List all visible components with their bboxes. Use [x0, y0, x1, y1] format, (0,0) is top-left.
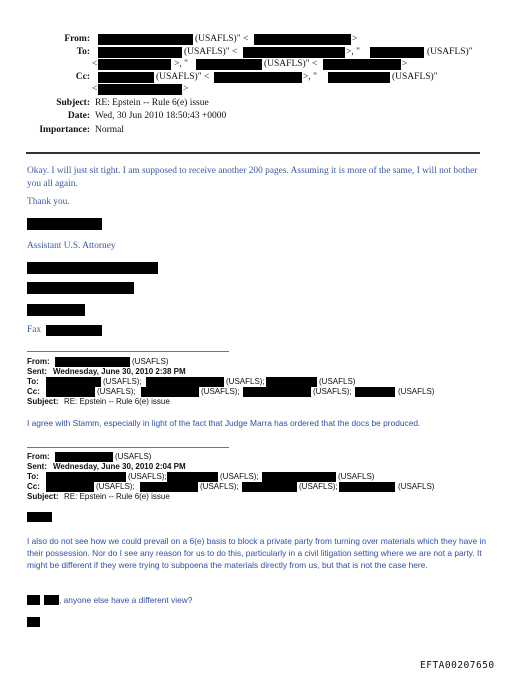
- fwd1-cc-label: Cc:: [27, 387, 40, 396]
- date-label: Date:: [67, 111, 90, 121]
- redaction: [243, 387, 311, 397]
- fwd1-sent-value: Wednesday, June 30, 2010 2:38 PM: [53, 367, 186, 376]
- redaction: [27, 262, 158, 274]
- fwd1-to-label: To:: [27, 377, 39, 386]
- redaction: [146, 377, 224, 387]
- redaction: [266, 377, 317, 387]
- redaction: [46, 387, 95, 397]
- redaction: [196, 59, 262, 70]
- fwd2-cc-t1: (USAFLS);: [96, 482, 135, 491]
- fwd1-divider: [27, 351, 229, 352]
- fwd1-subject-value: RE: Epstein -- Rule 6(e) issue: [64, 397, 170, 406]
- redaction: [323, 59, 401, 70]
- body-paragraph: Okay. I will just sit tight. I am supposed to receive another 200 pages. Assuming it is more of the same, I will not bother you all again.: [27, 166, 478, 189]
- cc-lt: <: [92, 84, 98, 94]
- fwd1-to-t1: (USAFLS);: [103, 377, 142, 386]
- redaction: [262, 472, 336, 482]
- redaction: [98, 72, 154, 83]
- from-tag: (USAFLS)" <: [195, 34, 249, 44]
- cc-tag-1: (USAFLS)" <: [156, 72, 210, 82]
- redaction: [27, 617, 40, 627]
- fwd1-to-t2: (USAFLS);: [226, 377, 265, 386]
- redaction: [254, 34, 351, 45]
- redaction: [98, 59, 171, 70]
- redaction: [27, 512, 52, 522]
- from-gt: >: [352, 34, 358, 44]
- redaction: [167, 472, 218, 482]
- fwd1-sent-label: Sent:: [27, 367, 47, 376]
- fwd1-cc-t1: (USAFLS);: [97, 387, 136, 396]
- redaction: [44, 595, 59, 605]
- fwd2-divider: [27, 447, 229, 448]
- to-label: To:: [76, 47, 90, 57]
- redaction: [140, 482, 198, 492]
- redaction: [355, 387, 395, 397]
- cc-gt: >: [183, 84, 189, 94]
- fwd2-to-t2: (USAFLS);: [220, 472, 259, 481]
- to-comma-quote: >, ": [346, 47, 360, 57]
- cc-label: Cc:: [75, 72, 90, 82]
- redaction: [27, 304, 85, 316]
- to-gt: >: [402, 59, 408, 69]
- fwd2-sent-label: Sent:: [27, 462, 47, 471]
- fwd2-subject-label: Subject:: [27, 492, 59, 501]
- fwd1-from-label: From:: [27, 357, 50, 366]
- redaction: [27, 218, 102, 230]
- redaction: [46, 325, 102, 336]
- fwd2-question: , anyone else have a different view?: [59, 595, 193, 605]
- to-tag-1: (USAFLS)" <: [184, 47, 238, 57]
- signature-title: Assistant U.S. Attorney: [27, 241, 116, 251]
- to-tag-2: (USAFLS)": [427, 47, 473, 57]
- fwd1-to-t3: (USAFLS): [319, 377, 356, 386]
- to-tag-3: >, ": [174, 59, 188, 69]
- redaction: [370, 47, 424, 58]
- fwd2-from-tag: (USAFLS): [115, 452, 152, 461]
- fax-label: Fax: [27, 325, 42, 335]
- importance-label: Importance:: [39, 125, 90, 135]
- redaction: [46, 482, 94, 492]
- redaction: [46, 472, 126, 482]
- redaction: [27, 595, 40, 605]
- fwd2-sent-value: Wednesday, June 30, 2010 2:04 PM: [53, 462, 186, 471]
- redaction: [242, 482, 297, 492]
- fwd2-to-t1: (USAFLS);: [128, 472, 167, 481]
- fwd2-from-label: From:: [27, 452, 50, 461]
- fwd1-cc-t3: (USAFLS);: [313, 387, 352, 396]
- fwd2-subject-value: RE: Epstein -- Rule 6(e) issue: [64, 492, 170, 501]
- fwd1-subject-label: Subject:: [27, 397, 59, 406]
- from-label: From:: [64, 34, 90, 44]
- redaction: [214, 72, 302, 83]
- thanks-text: Thank you.: [27, 197, 70, 207]
- redaction: [339, 482, 395, 492]
- to-tag-4: (USAFLS)" <: [264, 59, 318, 69]
- fwd2-to-label: To:: [27, 472, 39, 481]
- date-value: Wed, 30 Jun 2010 18:50:43 +0000: [95, 111, 227, 121]
- redaction: [55, 357, 130, 367]
- redaction: [98, 84, 182, 95]
- subject-label: Subject:: [56, 98, 90, 108]
- fwd1-cc-t2: (USAFLS);: [201, 387, 240, 396]
- header-divider: [26, 152, 480, 154]
- to-lt: <: [92, 59, 98, 69]
- fwd2-cc-t3: (USAFLS);: [299, 482, 338, 491]
- fwd2-cc-t4: (USAFLS): [398, 482, 435, 491]
- redaction: [98, 47, 182, 58]
- subject-value: RE: Epstein -- Rule 6(e) issue: [95, 98, 209, 108]
- fwd2-cc-label: Cc:: [27, 482, 40, 491]
- fwd1-from-tag: (USAFLS): [132, 357, 169, 366]
- fwd2-cc-t2: (USAFLS);: [200, 482, 239, 491]
- document-id: EFTA00207650: [420, 660, 495, 671]
- fwd1-cc-t4: (USAFLS): [398, 387, 435, 396]
- importance-value: Normal: [95, 125, 125, 135]
- redaction: [243, 47, 345, 58]
- redaction: [141, 387, 199, 397]
- redaction: [55, 452, 113, 462]
- redaction: [328, 72, 390, 83]
- redaction: [27, 282, 134, 294]
- fwd1-message: I agree with Stamm, especially in light of the fact that Judge Marra has ordered that the docs be produced.: [27, 418, 421, 428]
- fwd2-message: I also do not see how we could prevail on a 6(e) basis to block a private party from turning over materials which they have in their possession. Nor do I see any reason for us to do this, particularly in a civil litigation setting where we are not a party. It might be different if they were trying to subpoena the materials directly from us, but that is not the case here.: [27, 536, 486, 570]
- redaction: [46, 377, 101, 387]
- cc-tag-3: (USAFLS)": [392, 72, 438, 82]
- redaction: [98, 34, 193, 45]
- cc-tag-2: >, ": [303, 72, 317, 82]
- fwd2-to-t3: (USAFLS): [338, 472, 375, 481]
